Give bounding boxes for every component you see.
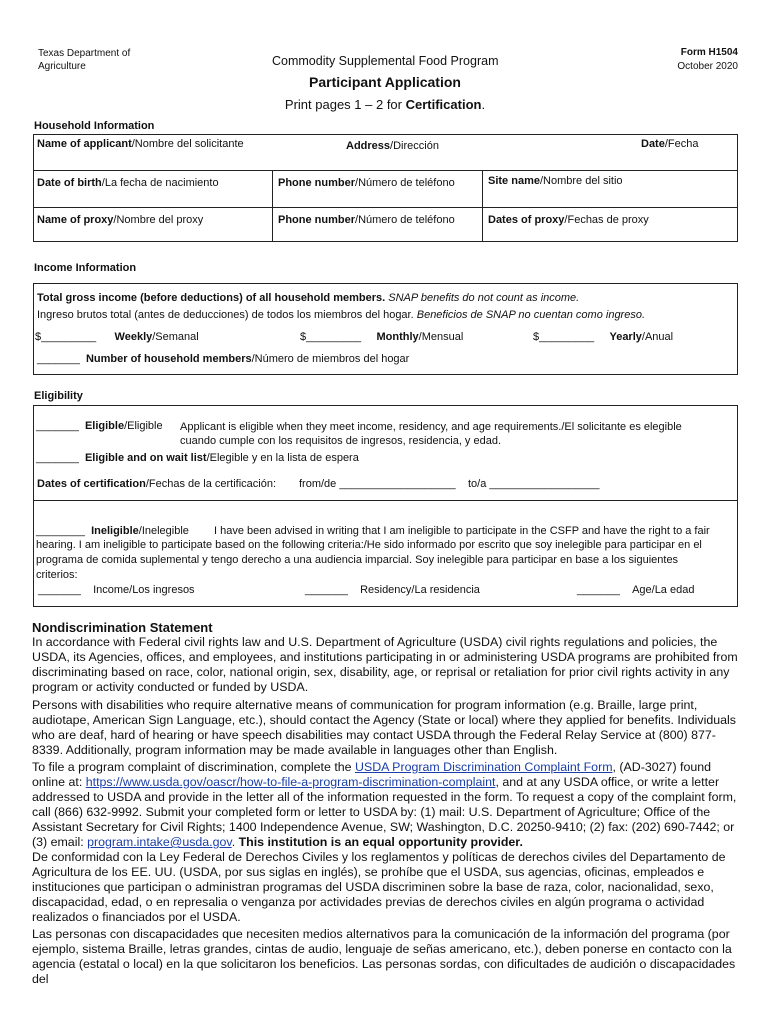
household-members-field[interactable]: _______ Number of household members/Número de miembros del hogar [37,353,410,365]
criteria-age[interactable]: _______ Age/La edad [577,584,695,596]
date-field[interactable]: Date/Fecha [641,138,699,150]
household-section-title: Household Information [34,120,155,132]
cert-from-field[interactable]: from/de ___________________ [299,478,456,490]
proxy-dates-field[interactable]: Dates of proxy/Fechas de proxy [488,214,649,226]
proxy-name-field[interactable]: Name of proxy/Nombre del proxy [37,214,204,226]
waitlist-option[interactable]: _______ Eligible and on wait list/Elegible y en la lista de espera [36,452,359,464]
weekly-income-field[interactable]: $_________ Weekly/Semanal [35,331,199,343]
complaint-url-link[interactable]: https://www.usda.gov/oascr/how-to-file-a-program-discrimination-complaint [85,775,496,789]
eligibility-section-title: Eligibility [34,390,83,402]
income-section-title: Income Information [34,262,137,274]
address-field[interactable]: Address/Dirección [346,140,439,152]
income-line-en: Total gross income (before deductions) of all household members. SNAP benefits do not count as income. [37,292,580,304]
ineligible-option[interactable]: ________ Ineligible/Inelegible [36,525,189,537]
agency-name: Texas Department of Agriculture [38,48,131,72]
nondisc-paragraph-1: In accordance with Federal civil rights law and U.S. Department of Agriculture (USDA) civil rights regulations and policies, the USDA, its Agencies, offices, and employees, and institutions participating in or administering USDA programs are prohibited from discriminating based on race, color, national origin, sex, disability, age, or reprisal or retaliation for prior civil rights activity in any program or activity conducted or funded by USDA. [32,635,738,694]
nondisc-paragraph-5: Las personas con discapacidades que necesiten medios alternativos para la comunicación de la información del programa (por ejemplo, sistema Braille, letras grandes, cintas de audio, lenguaje de señas americano, etc.), deben ponerse en contacto con la agencia (estatal o local) en la que solicitaron los beneficios. Las personas sordas, con dificultades de audición o discapacidades del [32,927,736,986]
criteria-residency[interactable]: _______ Residency/La residencia [305,584,480,596]
nondiscrimination-title: Nondiscrimination Statement [32,620,213,635]
monthly-income-field[interactable]: $_________ Monthly/Mensual [300,331,464,343]
site-name-field[interactable]: Site name/Nombre del sitio [488,175,623,187]
ineligible-desc-1: I have been advised in writing that I am ineligible to participate in the CSFP and have the right to a fair [214,525,710,537]
eligible-option[interactable]: _______ Eligible/Eligible [36,420,163,432]
page-title: Participant Application [309,74,461,90]
proxy-phone-field[interactable]: Phone number/Número de teléfono [278,214,455,226]
nondisc-paragraph-3: To file a program complaint of discrimination, complete the USDA Program Discrimination Complaint Form, (AD-3027) found online at: https://www.usda.gov/oascr/how-to-file-a-program-discrimination-complaint, and at any USDA office, or write a letter addressed to USDA and provide in the letter all of the information requested in the form. To request a copy of the complaint form, call (866) 632-9992. Submit your completed form or letter to USDA by: (1) mail: U.S. Department of Agriculture; Office of the Assistant Secretary for Civil Rights; 1400 Independence Avenue, SW; Washington, D.C. 20250-9410; (2) fax: (202) 690-7442; or (3) email: program.intake@usda.gov. This institution is an equal opportunity provider. [32,760,737,849]
email-link[interactable]: program.intake@usda.gov [87,835,232,849]
program-name: Commodity Supplemental Food Program [272,54,499,68]
dob-field[interactable]: Date of birth/La fecha de nacimiento [37,177,219,189]
phone-field[interactable]: Phone number/Número de teléfono [278,177,455,189]
print-instruction: Print pages 1 – 2 for Certification. [284,97,486,112]
income-line-es: Ingreso brutos total (antes de deducciones) de todos los miembros del hogar. Beneficios de SNAP no cuentan como ingreso. [37,309,646,321]
cert-to-field[interactable]: to/a __________________ [468,478,600,490]
ineligible-desc-rest: hearing. I am ineligible to participate based on the following criteria:/He sido informado por escrito que soy inelegible para participar en el programa de comida suplemental y tengo derecho a una audiencia imparcial. Soy inelegible para participar en base a los siguientes criterios: [36,539,702,581]
eligible-description: Applicant is eligible when they meet income, residency, and age requirements./El solicitante es elegible cuando cumple con los requisitos de ingresos, residencia, y edad. [180,421,682,447]
form-date: October 2020 [677,61,738,72]
yearly-income-field[interactable]: $_________ Yearly/Anual [533,331,674,343]
nondisc-paragraph-4: De conformidad con la Ley Federal de Derechos Civiles y los reglamentos y políticas de derechos civiles del Departamento de Agricultura de los EE. UU. (USDA, por sus siglas en inglés), se prohíbe que el USDA, sus agencias, oficinas, empleados e instituciones que participan o administran programas del USDA discriminen sobre la base de raza, color, nacionalidad, sexo, discapacidad, edad, o en represalia o venganza por actividades previas de derechos civiles en algún programa o actividad realizados o financiados por el USDA. [32,850,726,924]
criteria-income[interactable]: _______ Income/Los ingresos [38,584,195,596]
applicant-name-field[interactable]: Name of applicant/Nombre del solicitante [37,138,244,150]
nondisc-paragraph-2: Persons with disabilities who require alternative means of communication for program information (e.g. Braille, large print, audiotape, American Sign Language, etc.), should contact the Agency (State or local) where they applied for benefits. Individuals who are deaf, hard of hearing or have speech disabilities may contact USDA through the Federal Relay Service at (800) 877-8339. Additionally, program information may be made available in languages other than English. [32,698,736,757]
certification-dates-label: Dates of certification/Fechas de la certificación: [37,478,277,490]
complaint-form-link[interactable]: USDA Program Discrimination Complaint Form [355,760,613,774]
form-number: Form H1504 [680,47,738,58]
